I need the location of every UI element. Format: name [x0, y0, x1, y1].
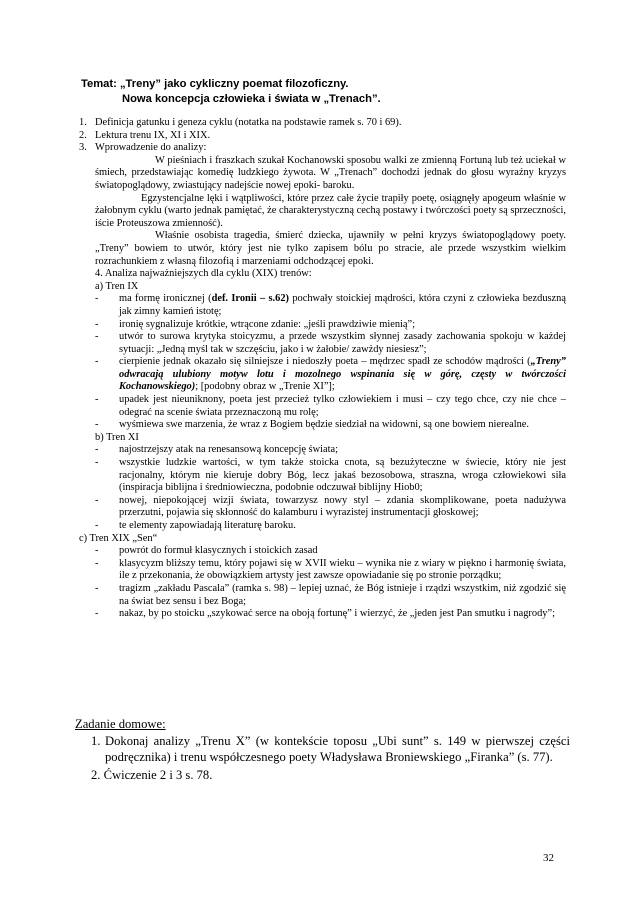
tren-ix-point-5: - upadek jest nieuniknony, poeta jest przecież tylko człowiekiem i musi – czy tego chce, czy nie chce – odegrać na scenie świata przeznaczoną mu rolę; — [95, 394, 566, 418]
tren-xi-label: b) Tren XI — [95, 431, 139, 443]
tren-xi-point-2: - wszystkie ludzkie wartości, w tym także stoicka cnota, są bezużyteczne w świecie, który nie jest racjonalny, którym nie kieruje dobry Bóg, lecz jakaś bezosobowa, straszna, wroga człowiekowi siła (inspiracja biblijna i średniowieczna, podobnie odczuwał biblijny Hiob0; — [95, 457, 566, 494]
homework-title: Zadanie domowe: — [75, 717, 166, 731]
tren-xi-point-3: - nowej, niepokojącej wizji świata, towarzysz nowy styl – zdania skomplikowane, poeta nadużywa przerzutni, pojawia się skłonność do kalamburu i wyrazistej instrumentacji głoskowej; — [95, 494, 566, 519]
paragraph-2: Egzystencjalne lęki i wątpliwości, które przez całe życie trapiły poetę, osiągnęły apogeum właśnie w żałobnym cyklu (warto jednak pamiętać, że charakterystyczną cechą postawy i twórczości poety są sprzeczności, iście Proteuszowa zmienność). — [95, 192, 566, 229]
tren-xix-label: c) Tren XIX „Sen“ — [79, 532, 158, 544]
tren-ix-point-4: - cierpienie jednak okazało się silniejsze i niedoszły poeta – mędrzec spadł ze schodów mądrości („Treny” odwracają ulubiony motyw lotu i mozolnego wspinania się w górę, częsty w twórczości Kochanowskiego); [podobny obraz w „Trenie XI”]; — [95, 356, 566, 393]
tren-xix-point-3: - tragizm „zakładu Pascala” (ramka s. 98) – lepiej uznać, że Bóg istnieje i rządzi wszystkim, niż zgodzić się na świat bez sensu i bez Boga; — [95, 582, 566, 607]
list-item-3: 3. Wprowadzenie do analizy: — [79, 142, 207, 154]
list-item-4: 4. Analiza najważniejszych dla cyklu (XIX) trenów: — [95, 268, 312, 280]
tren-xi-point-4: - te elementy zapowiadają literaturę baroku. — [95, 520, 296, 531]
list-item-2: 2. Lektura trenu IX, XI i XIX. — [79, 129, 211, 141]
tren-ix-point-1: - ma formę ironicznej (def. Ironii – s.62) pochwały stoickiej mądrości, która czyni z człowieka bezduszną jak zimny kamień istotę; — [95, 293, 566, 317]
tren-xix-point-4: - nakaz, by po stoicku „szykować serce na oboją fortunę” i wierzyć, że „jeden jest Pan smutku i nagrody”; — [95, 608, 555, 620]
tren-xi-point-1: - najostrzejszy atak na renesansową koncepcję świata; — [95, 444, 338, 456]
paragraph-3: Właśnie osobista tragedia, śmierć dziecka, ujawniły w pełni kryzys światopoglądowy poety. „Treny” bowiem to utwór, który jest nie tylko zapisem bólu po stracie, ale przede wszystkim wielkim rozrachunkiem z własną filozofią i marzeniami odchodzącej epoki. — [95, 230, 566, 267]
tren-xix-point-1: - powrót do formuł klasycznych i stoickich zasad — [95, 545, 318, 557]
tren-ix-point-6: - wyśmiewa swe marzenia, że wraz z Bogiem będzie siedział na widowni, są one bowiem nierealne. — [95, 419, 529, 431]
tren-ix-point-3: - utwór to surowa krytyka stoicyzmu, a przede wszystkim słynnej zasady zachowania spokoju w każdej sytuacji: „Jedną myśl tak w szczęściu, jako i w żałobie/ zawżdy niesiesz”; — [95, 331, 566, 355]
tren-ix-label: a) Tren IX — [95, 280, 139, 292]
homework-item-1: 1. Dokonaj analizy „Trenu X” (w kontekście toposu „Ubi sunt” s. 149 w pierwszej części podręcznika) i trenu współczesnego poety Władysława Broniewskiego „Firanka” (s. 77). — [91, 734, 570, 764]
lesson-title — [81, 77, 561, 107]
lesson-body — [79, 117, 566, 621]
homework-section — [75, 717, 570, 784]
homework-item-2: 2. Ćwiczenie 2 i 3 s. 78. — [91, 768, 213, 783]
title-line-2: Nowa koncepcja człowieka i świata w „Trenach”. — [122, 93, 381, 105]
title-line-1: Temat: „Treny” jako cykliczny poemat filozoficzny. — [81, 78, 349, 90]
tren-ix-point-2: - ironię sygnalizuje krótkie, wtrącone zdanie: „jeśli prawdziwie mienią”; — [95, 318, 416, 330]
page-number: 32 — [543, 852, 554, 864]
tren-xix-point-2: - klasycyzm bliższy temu, który pojawi się w XVII wieku – wynika nie z wiary w piękno i harmonię świata, ile z przekonania, że obowiązkiem artysty jest zawsze opowiadanie się po stronie porządku; — [95, 557, 566, 582]
paragraph-1: W pieśniach i fraszkach szukał Kochanowski sposobu walki ze zmienną Fortuną lub też uciekał w śmiech, przedstawiając komedię ludzkiego żywota. W „Trenach” dochodzi jednak do głosu wyraźny kryzys światopoglądowy, zwiastujący nadejście nowej epoki- baroku. — [95, 154, 566, 191]
list-item-1: 1. Definicja gatunku i geneza cyklu (notatka na podstawie ramek s. 70 i 69). — [79, 117, 402, 128]
